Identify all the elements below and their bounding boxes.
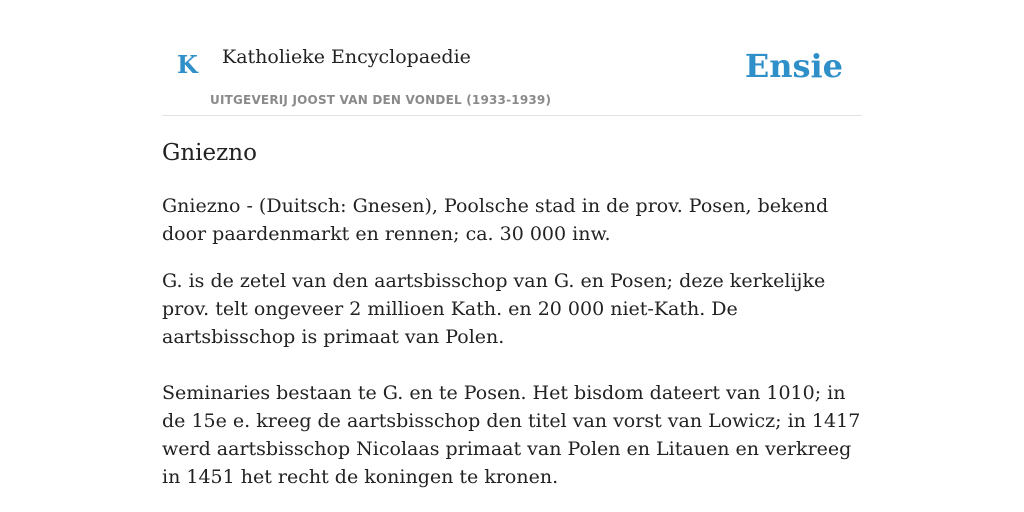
encyclopedia-logo[interactable]: K bbox=[177, 50, 198, 79]
encyclopedia-title-link[interactable]: Katholieke Encyclopaedie bbox=[222, 46, 471, 68]
site-header bbox=[162, 40, 862, 116]
article-paragraph: Gniezno - (Duitsch: Gnesen), Poolsche stad in de prov. Posen, bekend door paardenmarkt en rennen; ca. 30 000 inw. bbox=[162, 195, 829, 245]
publisher-label: UITGEVERIJ JOOST VAN DEN VONDEL (1933-1939) bbox=[210, 93, 552, 107]
article-title: Gniezno bbox=[162, 140, 257, 166]
article-paragraph: Seminaries bestaan te G. en te Posen. Het bisdom dateert van 1010; in de 15e e. kreeg de aartsbisschop den titel van vorst van Lowicz; in 1417 werd aartsbisschop Nicolaas primaat van Polen en Litauen en verkreeg in 1451 het recht de koningen te kronen. bbox=[162, 382, 861, 488]
article-paragraph: G. is de zetel van den aartsbisschop van G. en Posen; deze kerkelijke prov. telt ongeveer 2 millioen Kath. en 20 000 niet-Kath. De aartsbisschop is primaat van Polen. bbox=[162, 270, 826, 348]
ensie-logo-link[interactable]: Ensie bbox=[744, 47, 843, 85]
